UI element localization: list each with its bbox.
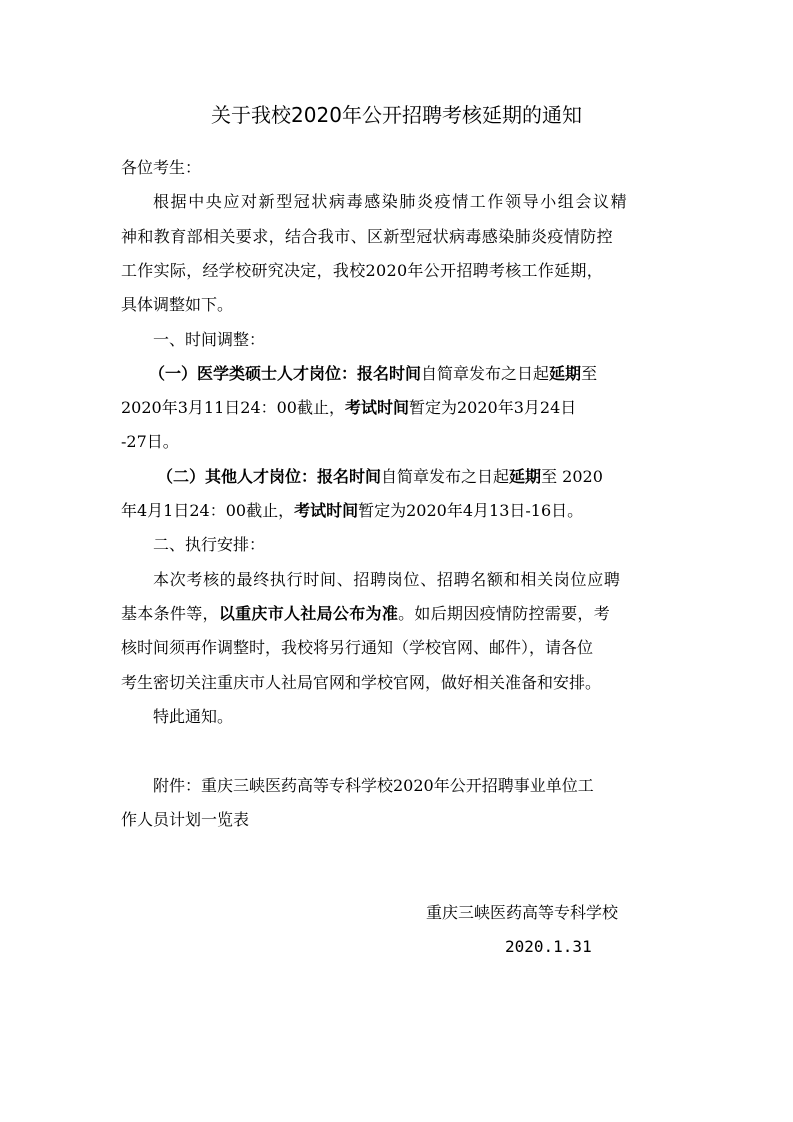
item-1-reg-label: 报名时间	[357, 364, 422, 383]
item-2-exam-label: 考试时间	[294, 501, 359, 520]
item-1-delay: 延期	[549, 364, 582, 383]
intro-line-1: 根据中央应对新型冠状病毒感染肺炎疫情工作领导小组会议精	[153, 192, 629, 211]
section-1-item-1-line-2	[121, 397, 576, 419]
greeting: 各位考生：	[121, 158, 202, 177]
item-1-l1-tail: 至	[581, 364, 598, 383]
section-1-heading: 一、时间调整：	[153, 330, 266, 349]
section-1-item-1-line-1	[149, 363, 597, 385]
section-1-item-2-line-2	[121, 500, 583, 522]
intro-line-4: 具体调整如下。	[121, 295, 234, 314]
section-2-heading: 二、执行安排：	[153, 535, 266, 554]
section-2-l2-c: 。如后期因疫情防控需要，考	[398, 604, 611, 623]
intro-line-3: 工作实际，经学校研究决定，我校2020年公开招聘考核工作延期，	[121, 261, 604, 280]
item-1-label: （一）医学类硕士人才岗位：	[149, 364, 358, 383]
item-1-reg-mid: 自简章发布之日起	[421, 364, 550, 383]
intro-line-2: 神和教育部相关要求，结合我市、区新型冠状病毒感染肺炎疫情防控	[121, 227, 614, 246]
signature-org: 重庆三峡医药高等专科学校	[426, 903, 619, 922]
signature-date: 2020.1.31	[505, 937, 592, 956]
section-2-line-1: 本次考核的最终执行时间、招聘岗位、招聘名额和相关岗位应聘	[153, 570, 621, 589]
section-2-line-4: 考生密切关注重庆市人社局官网和学校官网，做好相关准备和安排。	[121, 673, 602, 692]
item-2-delay: 延期	[509, 467, 542, 486]
page-title: 关于我校2020年公开招聘考核延期的通知	[211, 103, 582, 127]
item-1-l2-head: 2020年3月11日24：00截止，	[121, 398, 345, 417]
section-2-l2-a: 基本条件等，	[121, 604, 219, 623]
item-2-reg-mid: 自简章发布之日起	[381, 467, 510, 486]
item-2-l1-tail: 至 2020	[541, 467, 603, 486]
item-2-reg-label: 报名时间	[317, 467, 382, 486]
item-2-label: （二）其他人才岗位：	[157, 467, 318, 486]
section-2-line-3: 核时间须再作调整时，我校将另行通知（学校官网、邮件），请各位	[121, 638, 594, 657]
section-2-line-2	[121, 603, 610, 625]
item-2-l2-head: 年4月1日24：00截止，	[121, 501, 295, 520]
item-1-l2-tail: 暂定为2020年3月24日	[409, 398, 577, 417]
attachment-line-1: 附件：重庆三峡医药高等专科学校2020年公开招聘事业单位工	[153, 776, 594, 795]
attachment-line-2: 作人员计划一览表	[121, 810, 250, 829]
section-1-item-2-line-1	[157, 466, 603, 488]
section-2-l2-b: 以重庆市人社局公布为准	[218, 604, 399, 623]
item-2-l2-tail: 暂定为2020年4月13日-16日。	[358, 501, 584, 520]
item-1-exam-label: 考试时间	[344, 398, 409, 417]
closing: 特此通知。	[153, 707, 234, 726]
section-1-item-1-line-3: -27日。	[121, 432, 179, 451]
